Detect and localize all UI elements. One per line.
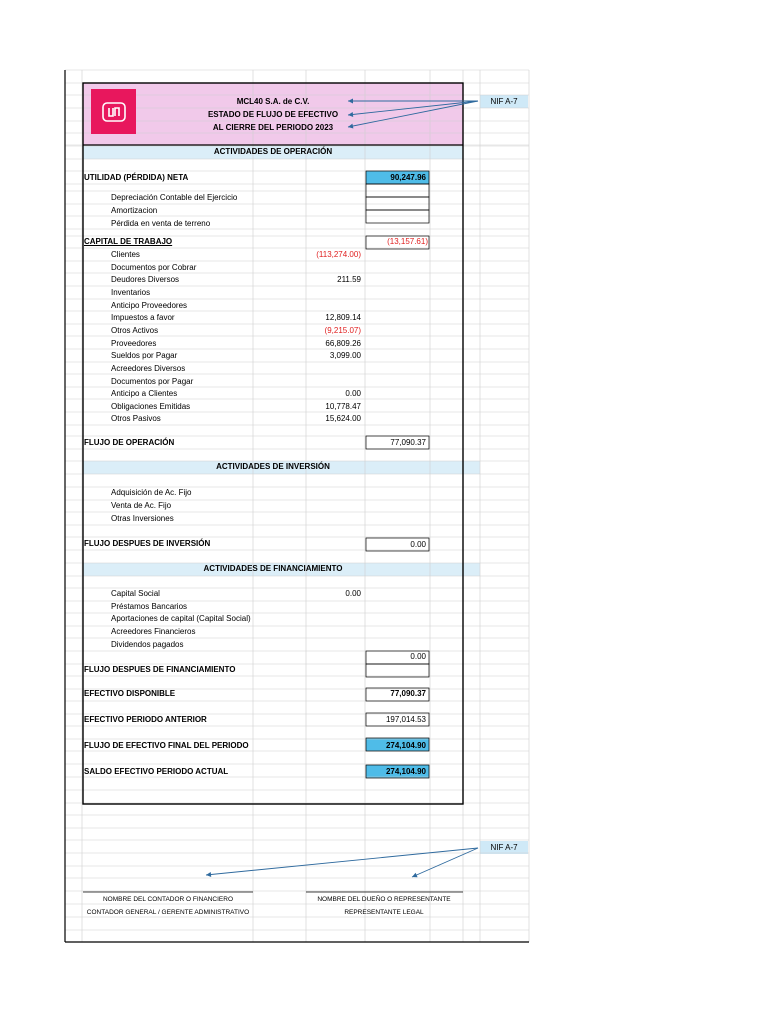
capital-item-value: 15,624.00 bbox=[325, 414, 361, 424]
fin-capital-social-value: 0.00 bbox=[345, 589, 361, 598]
fin-aportaciones: Aportaciones de capital (Capital Social) bbox=[111, 614, 251, 623]
value-box bbox=[366, 664, 429, 677]
capital-item-label: Obligaciones Emitidas bbox=[111, 401, 191, 411]
capital-item-value: 211.59 bbox=[337, 275, 361, 285]
flujo-final-value: 274,104.90 bbox=[385, 741, 426, 750]
capital-item-value: 0.00 bbox=[345, 389, 361, 399]
flujo-operacion-label: FLUJO DE OPERACIÓN bbox=[84, 438, 175, 447]
capital-item-value: 10,778.47 bbox=[325, 401, 361, 411]
capital-item-label: Inventarios bbox=[111, 287, 151, 297]
efectivo-disponible-label: EFECTIVO DISPONIBLE bbox=[84, 689, 176, 698]
value-box bbox=[366, 184, 429, 197]
flujo-operacion-value: 77,090.37 bbox=[390, 438, 426, 447]
capital-item-value: 3,099.00 bbox=[329, 351, 361, 361]
flujo-inversion-value: 0.00 bbox=[410, 540, 426, 549]
utilidad-label: UTILIDAD (PÉRDIDA) NETA bbox=[84, 173, 189, 182]
capital-item-label: Anticipo Proveedores bbox=[111, 300, 188, 310]
capital-item-label: Anticipo a Clientes bbox=[111, 389, 178, 399]
section-financiamiento: ACTIVIDADES DE FINANCIAMIENTO bbox=[203, 564, 343, 573]
inversion-otras: Otras Inversiones bbox=[111, 514, 174, 523]
efectivo-disponible-value: 77,090.37 bbox=[390, 689, 426, 698]
capital-item-value: 66,809.26 bbox=[325, 338, 361, 348]
fin-capital-social: Capital Social bbox=[111, 589, 160, 598]
signature-dueno-name: NOMBRE DEL DUEÑO O REPRESENTANTE bbox=[317, 896, 451, 903]
saldo-actual-value: 274,104.90 bbox=[385, 767, 426, 776]
nif-note-bottom: NIF A-7 bbox=[490, 843, 518, 852]
section-fill-extension bbox=[463, 563, 480, 576]
capital-item-label: Documentos por Cobrar bbox=[111, 262, 197, 272]
capital-item-value: 12,809.14 bbox=[325, 313, 361, 323]
flujo-financiamiento-label: FLUJO DESPUES DE FINANCIAMIENTO bbox=[84, 665, 236, 674]
value-box bbox=[366, 210, 429, 223]
signature-contador-name: NOMBRE DEL CONTADOR O FINANCIERO bbox=[102, 896, 233, 903]
capital-trabajo-label: CAPITAL DE TRABAJO bbox=[84, 237, 173, 246]
arrow-to-dueno bbox=[412, 848, 478, 877]
value-box bbox=[366, 197, 429, 210]
capital-item-label: Otros Activos bbox=[111, 325, 159, 335]
section-inversion: ACTIVIDADES DE INVERSIÓN bbox=[216, 462, 330, 471]
efectivo-anterior-label: EFECTIVO PERIODO ANTERIOR bbox=[84, 715, 207, 724]
flujo-inversion-label: FLUJO DESPUES DE INVERSIÓN bbox=[84, 539, 211, 548]
saldo-actual-label: SALDO EFECTIVO PERIODO ACTUAL bbox=[84, 767, 229, 776]
capital-item-label: Sueldos por Pagar bbox=[111, 351, 178, 361]
ajuste-amortizacion: Amortizacion bbox=[111, 206, 158, 215]
fin-dividendos: Dividendos pagados bbox=[111, 640, 184, 649]
section-fill-extension bbox=[463, 461, 480, 474]
capital-item-label: Deudores Diversos bbox=[111, 275, 180, 285]
arrow-to-contador-head bbox=[206, 872, 211, 877]
ajuste-perdida: Pérdida en venta de terreno bbox=[111, 219, 211, 228]
report-title: ESTADO DE FLUJO DE EFECTIVO bbox=[207, 110, 339, 119]
inversion-adquisicion: Adquisición de Ac. Fijo bbox=[111, 488, 192, 497]
ajuste-depreciacion: Depreciación Contable del Ejercicio bbox=[111, 193, 238, 202]
capital-trabajo-value: (13,157.61) bbox=[387, 237, 428, 246]
company-logo-icon bbox=[91, 89, 136, 134]
inversion-venta: Venta de Ac. Fijo bbox=[111, 501, 172, 510]
efectivo-anterior-value: 197,014.53 bbox=[385, 715, 426, 724]
fin-acreedores: Acreedores Financieros bbox=[111, 627, 196, 636]
nif-note-top: NIF A-7 bbox=[490, 97, 518, 106]
section-operacion: ACTIVIDADES DE OPERACIÓN bbox=[213, 147, 333, 156]
arrow-to-contador bbox=[206, 848, 478, 875]
capital-item-value: (9,215.07) bbox=[324, 325, 361, 335]
capital-item-label: Acreedores Diversos bbox=[111, 363, 186, 373]
flujo-final-label: FLUJO DE EFECTIVO FINAL DEL PERIODO bbox=[84, 741, 249, 750]
signature-contador-role: CONTADOR GENERAL / GERENTE ADMINISTRATIVO bbox=[86, 909, 250, 916]
capital-item-value: (113,274.00) bbox=[316, 250, 361, 259]
capital-item-label: Otros Pasivos bbox=[111, 414, 161, 424]
utilidad-value: 90,247.96 bbox=[390, 173, 426, 182]
signature-dueno-role: REPRESENTANTE LEGAL bbox=[344, 909, 424, 916]
fin-prestamos: Préstamos Bancarios bbox=[111, 602, 188, 611]
capital-item-label: Impuestos a favor bbox=[111, 313, 175, 323]
fin-total-value: 0.00 bbox=[410, 652, 426, 661]
capital-item-label: Clientes bbox=[111, 250, 140, 259]
capital-item-label: Documentos por Pagar bbox=[111, 376, 194, 386]
capital-item-label: Proveedores bbox=[111, 338, 157, 348]
company-name: MCL40 S.A. de C.V. bbox=[236, 97, 310, 106]
report-period: AL CIERRE DEL PERIODO 2023 bbox=[212, 123, 334, 132]
logo-mark-icon bbox=[100, 98, 128, 126]
